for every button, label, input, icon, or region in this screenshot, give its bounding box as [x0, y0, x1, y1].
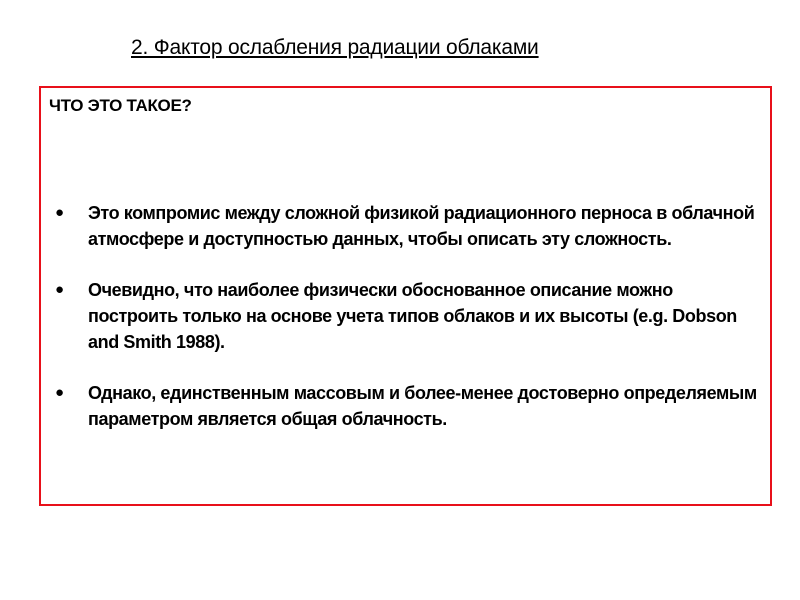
- list-item: [41, 277, 770, 355]
- bullet-text: Это компромис между сложной физикой радиационного перноса в облачной атмосфере и доступностью данных, чтобы описать эту сложность.: [88, 203, 755, 249]
- bullet-dot-icon: ●: [55, 281, 64, 298]
- slide-title: 2. Фактор ослабления радиации облаками: [131, 36, 539, 59]
- list-item: [41, 380, 770, 432]
- content-box: [39, 86, 772, 506]
- bullet-dot-icon: ●: [55, 384, 64, 401]
- bullet-text: Однако, единственным массовым и более-менее достоверно определяемым параметром является общая облачность.: [88, 383, 757, 429]
- bullet-dot-icon: ●: [55, 204, 64, 221]
- bullet-list: [41, 200, 770, 457]
- list-item: [41, 200, 770, 252]
- bullet-text: Очевидно, что наиболее физически обоснованное описание можно построить только на основе учета типов облаков и их высоты (e.g. Dobson and Smith 1988).: [88, 280, 737, 352]
- box-heading: ЧТО ЭТО ТАКОЕ?: [49, 96, 192, 115]
